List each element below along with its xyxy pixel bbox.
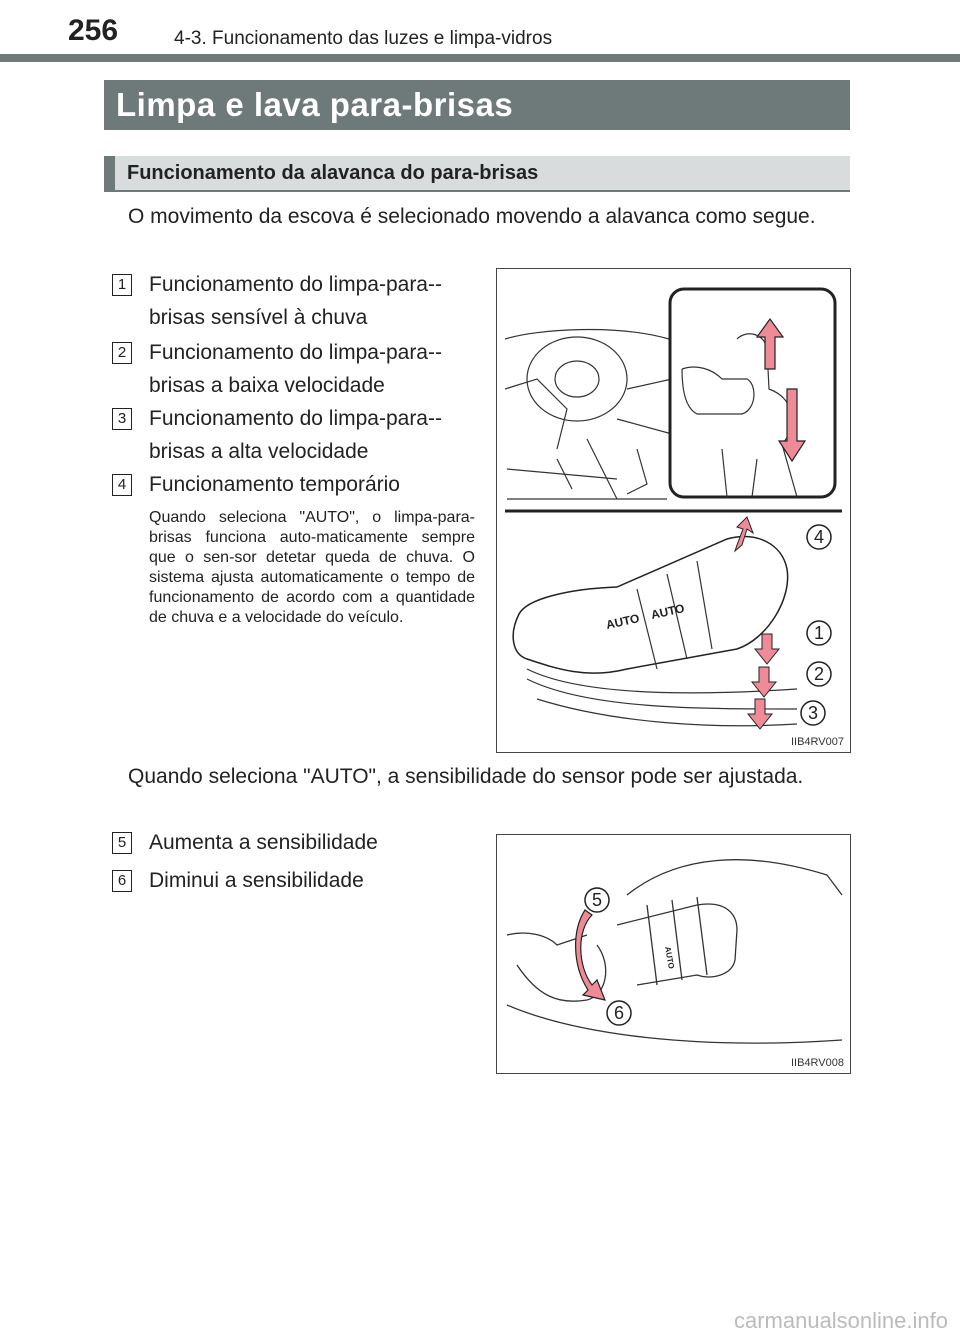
svg-text:1: 1 [813,623,825,643]
callout-5 [585,888,609,912]
header-rule [0,54,960,62]
item-text: Funcionamento do limpa-para--brisas sensível à chuva [149,273,442,329]
item-text: Funcionamento do limpa-para--brisas a alta velocidade [149,407,442,463]
running-head: 4-3. Funcionamento das luzes e limpa-vidros [174,28,553,49]
item-text: Funcionamento temporário [149,473,400,496]
inset-frame [670,289,835,497]
callout-1 [807,621,831,645]
arrow-1 [755,634,779,664]
callout-6 [607,1001,631,1025]
item-number: 6 [112,870,132,892]
item-number: 4 [112,474,132,496]
sensitivity-paragraph: Quando seleciona "AUTO", a sensibilidade do sensor pode ser ajustada. [128,765,804,788]
lever-figure [496,268,851,753]
sensitivity-figure [496,834,851,1074]
svg-text:AUTO: AUTO [604,611,641,632]
figure-code: IIB4RV007 [790,736,844,748]
svg-text:5: 5 [591,890,603,910]
cabin-sketch [505,330,672,499]
svg-text:6: 6 [613,1003,625,1023]
svg-text:AUTO: AUTO [663,945,676,970]
item-text: Funcionamento do limpa-para--brisas a baixa velocidade [149,341,442,397]
list-item [112,268,476,334]
item-number: 5 [112,832,132,854]
auto-note: Quando seleciona "AUTO", o limpa-para-brisas funciona auto-maticamente sempre que o sen-sor detetar queda de chuva. O sistema ajusta automaticamente o tempo de funcionamento de acordo com a quantidade de chuva e a velocidade do veículo. [149,509,475,626]
callout-2 [807,662,831,686]
arrow-3 [748,699,772,729]
watermark: carmanualsonline.info [733,1308,948,1333]
callout-4 [807,525,831,549]
lever-detail [513,537,797,726]
figure-code: IIB4RV008 [790,1057,844,1069]
list-item [112,336,476,402]
svg-text:AUTO: AUTO [649,601,686,622]
list-item [112,402,476,468]
lever-illustration [497,269,850,752]
subsection-title: Funcionamento da alavanca do para-brisas [104,156,850,192]
svg-text:3: 3 [807,703,819,723]
callout-3 [801,701,825,725]
item-text: Aumenta a sensibilidade [149,831,378,854]
list-item [112,864,476,897]
list-item [112,468,476,501]
page-number: 256 [68,14,119,47]
list-item [112,826,476,859]
svg-text:4: 4 [813,527,825,547]
section-title: Limpa e lava para-brisas [104,80,850,130]
item-number: 2 [112,342,132,364]
item-number: 3 [112,408,132,430]
arrow-2 [752,667,776,697]
rotate-arrow [576,910,605,1000]
item-number: 1 [112,274,132,296]
sensitivity-illustration [497,835,850,1073]
intro-paragraph: O movimento da escova é selecionado movendo a alavanca como segue. [128,205,816,228]
svg-text:2: 2 [813,664,825,684]
item-text: Diminui a sensibilidade [149,869,364,892]
